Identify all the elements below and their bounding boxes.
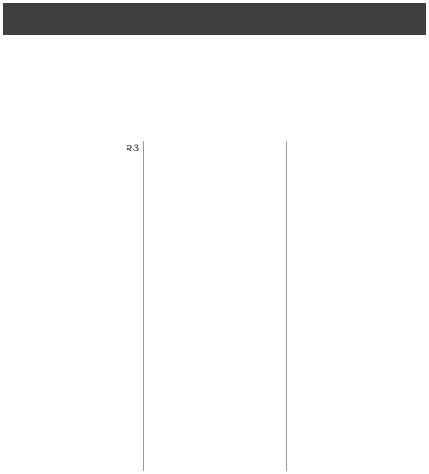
column-divider <box>286 141 287 471</box>
dateline-number: ૨૩ <box>126 143 139 154</box>
article-column-2 <box>147 141 282 471</box>
dateline <box>4 141 139 157</box>
header-bar <box>3 3 426 35</box>
headline-line-1 <box>5 44 424 88</box>
headline-line-2 <box>5 92 424 136</box>
article-body <box>4 141 425 471</box>
article-column-1 <box>4 141 139 471</box>
column-divider <box>143 141 144 471</box>
article-column-3 <box>290 141 425 471</box>
